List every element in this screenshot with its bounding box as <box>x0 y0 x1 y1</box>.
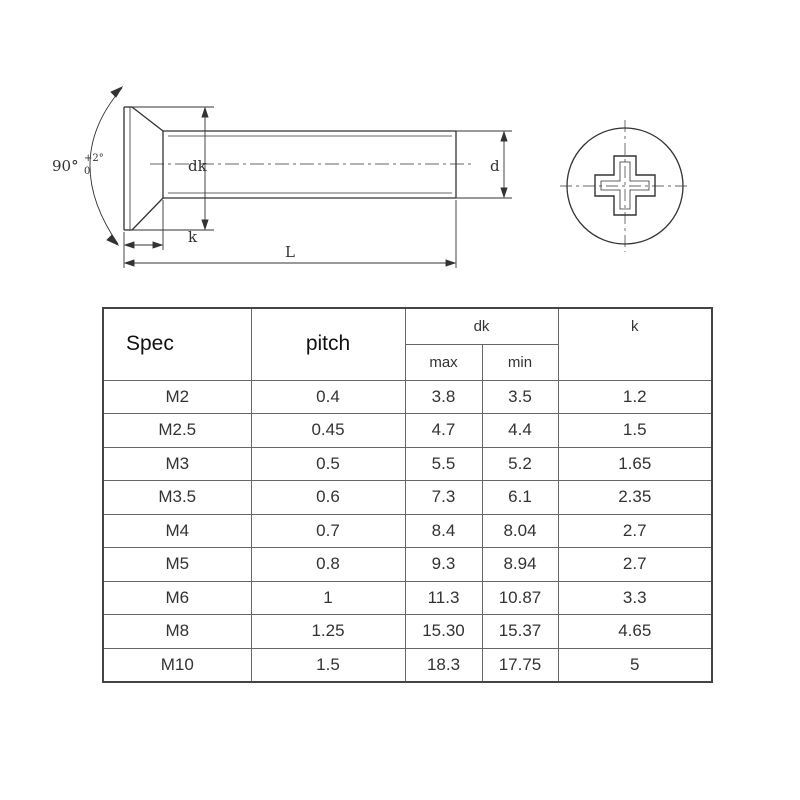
cell-dk-min: 15.37 <box>482 615 558 649</box>
cell-pitch: 0.4 <box>251 380 405 414</box>
table-row <box>103 380 712 414</box>
cell-pitch: 0.7 <box>251 514 405 548</box>
cell-k: 4.65 <box>558 615 712 649</box>
header-pitch: pitch <box>251 308 405 380</box>
cell-pitch: 0.5 <box>251 447 405 481</box>
table-row <box>103 615 712 649</box>
cell-spec: M3.5 <box>103 481 251 515</box>
cell-dk-max: 8.4 <box>405 514 482 548</box>
countersink-angle-arc <box>90 87 122 245</box>
cell-spec: M2.5 <box>103 414 251 448</box>
screw-technical-drawing <box>0 0 800 300</box>
angle-label: 90° <box>52 157 79 175</box>
cell-dk-max: 4.7 <box>405 414 482 448</box>
cell-dk-min: 10.87 <box>482 581 558 615</box>
cell-spec: M2 <box>103 380 251 414</box>
cell-k: 1.2 <box>558 380 712 414</box>
cell-pitch: 0.6 <box>251 481 405 515</box>
cell-pitch: 1.5 <box>251 648 405 682</box>
header-spec: Spec <box>103 308 251 380</box>
cell-dk-min: 5.2 <box>482 447 558 481</box>
header-dk-max: max <box>405 344 482 380</box>
cell-dk-max: 3.8 <box>405 380 482 414</box>
header-dk: dk <box>405 308 558 344</box>
cell-k: 2.7 <box>558 548 712 582</box>
table-row <box>103 648 712 682</box>
cell-k: 1.65 <box>558 447 712 481</box>
dk-label: dk <box>188 157 207 175</box>
cell-spec: M5 <box>103 548 251 582</box>
header-k: k <box>558 308 712 380</box>
cell-dk-max: 9.3 <box>405 548 482 582</box>
table-row <box>103 447 712 481</box>
cell-dk-max: 18.3 <box>405 648 482 682</box>
cell-spec: M3 <box>103 447 251 481</box>
cell-k: 2.7 <box>558 514 712 548</box>
cell-k: 2.35 <box>558 481 712 515</box>
cell-dk-max: 5.5 <box>405 447 482 481</box>
cell-dk-min: 17.75 <box>482 648 558 682</box>
d-dimension <box>456 131 512 198</box>
cell-pitch: 1.25 <box>251 615 405 649</box>
cell-k: 3.3 <box>558 581 712 615</box>
cell-spec: M6 <box>103 581 251 615</box>
table-row <box>103 414 712 448</box>
cell-dk-max: 15.30 <box>405 615 482 649</box>
cell-dk-min: 8.04 <box>482 514 558 548</box>
cell-pitch: 0.45 <box>251 414 405 448</box>
screw-head-side-view <box>124 107 163 230</box>
cell-dk-max: 7.3 <box>405 481 482 515</box>
angle-tolerance-upper: +2° <box>84 153 104 164</box>
cell-k: 5 <box>558 648 712 682</box>
cell-dk-min: 3.5 <box>482 380 558 414</box>
screw-shank <box>163 131 456 198</box>
cell-dk-min: 8.94 <box>482 548 558 582</box>
cell-dk-max: 11.3 <box>405 581 482 615</box>
table-row <box>103 581 712 615</box>
d-label: d <box>490 157 500 175</box>
cell-pitch: 0.8 <box>251 548 405 582</box>
angle-tolerance-lower: 0 <box>84 166 91 177</box>
k-label: k <box>188 228 198 246</box>
table-row <box>103 514 712 548</box>
table-row <box>103 481 712 515</box>
screw-head-top-view <box>560 120 690 252</box>
cell-dk-min: 6.1 <box>482 481 558 515</box>
spec-table <box>102 307 713 683</box>
cell-spec: M4 <box>103 514 251 548</box>
table-row <box>103 548 712 582</box>
cell-spec: M8 <box>103 615 251 649</box>
L-label: L <box>285 243 295 261</box>
cell-k: 1.5 <box>558 414 712 448</box>
header-dk-min: min <box>482 344 558 380</box>
cell-spec: M10 <box>103 648 251 682</box>
cell-pitch: 1 <box>251 581 405 615</box>
cell-dk-min: 4.4 <box>482 414 558 448</box>
